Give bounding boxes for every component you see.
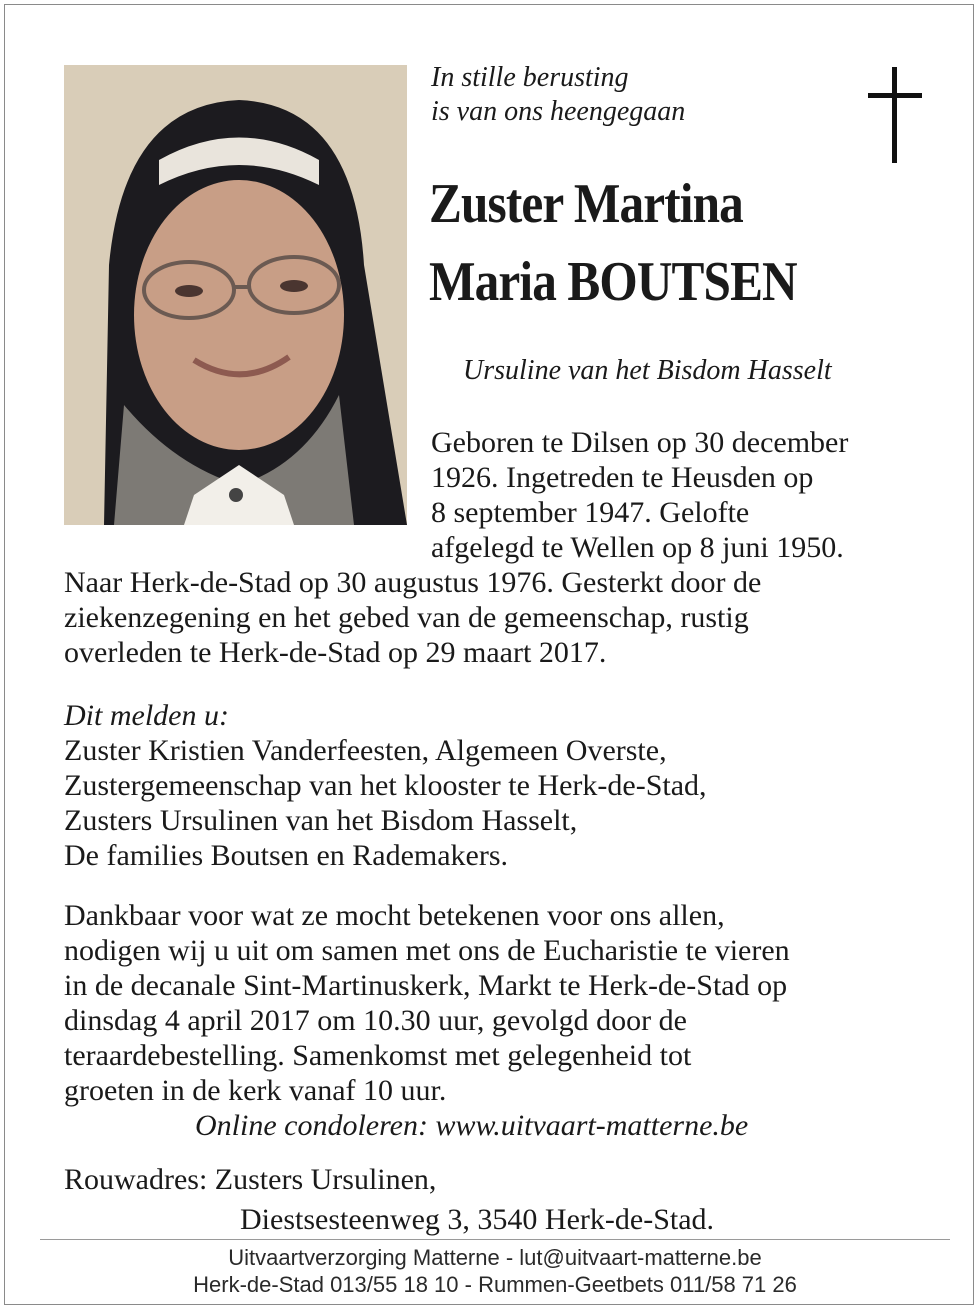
- announcement-lead: Dit melden u:: [64, 699, 229, 732]
- name-line: Zuster Martina: [429, 173, 743, 235]
- invitation-line: teraardebestelling. Samenkomst met gelegenheid tot: [64, 1039, 692, 1072]
- portrait-illustration: [64, 65, 407, 525]
- biography-line: 8 september 1947. Gelofte: [431, 496, 750, 529]
- invitation-line: in de decanale Sint-Martinuskerk, Markt te Herk-de-Stad op: [64, 969, 788, 1002]
- intro-line: In stille berusting: [431, 62, 629, 93]
- invitation-line: nodigen wij u uit om samen met ons de Eucharistie te vieren: [64, 934, 790, 967]
- intro-text: [431, 61, 685, 129]
- announcement-line: Zuster Kristien Vanderfeesten, Algemeen Overste,: [64, 734, 667, 767]
- footer-divider: [40, 1239, 950, 1240]
- invitation: [64, 898, 790, 1108]
- funeral-home-footer: [5, 1244, 980, 1298]
- biography-line: ziekenzegening en het gebed van de gemeenschap, rustig: [64, 601, 749, 634]
- biography-line: overleden te Herk-de-Stad op 29 maart 2017.: [64, 636, 607, 669]
- cross-icon: [868, 67, 922, 163]
- biography-beside-photo: [431, 425, 848, 565]
- invitation-line: groeten in de kerk vanaf 10 uur.: [64, 1074, 447, 1107]
- mourning-address: [64, 1160, 714, 1240]
- invitation-line: Dankbaar voor wat ze mocht betekenen voor ons allen,: [64, 899, 725, 932]
- address-line: Rouwadres: Zusters Ursulinen,: [64, 1163, 437, 1196]
- announcement-line: Zustergemeenschap van het klooster te Herk-de-Stad,: [64, 769, 707, 802]
- invitation-line: dinsdag 4 april 2017 om 10.30 uur, gevolgd door de: [64, 1004, 687, 1037]
- biography-line: Geboren te Dilsen op 30 december: [431, 426, 849, 459]
- footer-line: Uitvaartverzorging Matterne - lut@uitvaart-matterne.be: [228, 1245, 762, 1270]
- footer-line: Herk-de-Stad 013/55 18 10 - Rummen-Geetbets 011/58 71 26: [193, 1272, 797, 1297]
- intro-line: is van ons heengegaan: [431, 96, 686, 127]
- online-condolence: Online condoleren: www.uitvaart-matterne.be: [195, 1109, 749, 1142]
- biography-line: afgelegd te Wellen op 8 juni 1950.: [431, 531, 844, 564]
- announcement-line: Zusters Ursulinen van het Bisdom Hasselt,: [64, 804, 578, 837]
- biography-line: 1926. Ingetreden te Heusden op: [431, 461, 814, 494]
- announcement: [64, 698, 707, 873]
- announcement-line: De families Boutsen en Rademakers.: [64, 839, 509, 872]
- portrait-photo: [64, 65, 407, 525]
- address-line: Diestsesteenweg 3, 3540 Herk-de-Stad.: [240, 1203, 715, 1236]
- religious-order: Ursuline van het Bisdom Hasselt: [463, 355, 832, 386]
- biography-full-width: [64, 565, 761, 670]
- death-notice-card: [4, 4, 974, 1305]
- biography-line: Naar Herk-de-Stad op 30 augustus 1976. Gesterkt door de: [64, 566, 762, 599]
- name-line: Maria BOUTSEN: [429, 251, 797, 313]
- deceased-name: [429, 165, 797, 321]
